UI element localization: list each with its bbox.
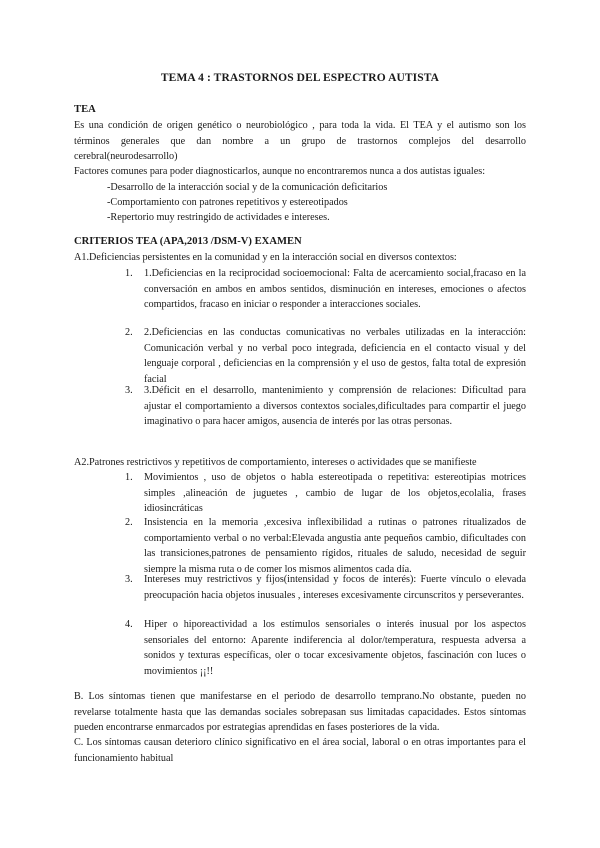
a1-item: 2.Deficiencias en las conductas comunicativas no verbales utilizadas en la interacción: Comunicación verbal y no verbal poco integrada, deficiencia en el contacto visual y del lenguaje corporal , deficiencias en la comprensión y el uso de gestos, falta total de expresión facial	[144, 327, 526, 385]
tea-factors-paragraph: Factores comunes para poder diagnosticarlos, aunque no encontraremos nunca a dos autistas iguales:	[74, 166, 486, 177]
tea-intro-paragraph: Es una condición de origen genético o neurobiológico , para toda la vida. El TEA y el autismo son los términos generales que dan nombre a un grupo de trastornos complejos del desarrollo cerebral(neurodesarrollo)	[74, 120, 526, 162]
a2-item: Insistencia en la memoria ,excesiva inflexibilidad a rutinas o patrones ritualizados de comportamiento verbal o no verbal:Elevada angustia ante pequeños cambio, dificultades con las transiciones,patrones de pensamiento rígidos, rituales de saludo, necesidad de seguir siempre la misma ruta o de comer los mismos alimentos cada día.	[144, 517, 526, 575]
criteria-heading: CRITERIOS TEA (APA,2013 /DSM-V) EXAMEN	[74, 236, 302, 247]
a1-item-number: 1.	[125, 268, 133, 279]
tea-bullet: -Repertorio muy restringido de actividades e intereses.	[107, 212, 330, 223]
tea-bullet: -Comportamiento con patrones repetitivos y estereotipados	[107, 197, 348, 208]
a2-item: Hiper o hiporeactividad a los estímulos sensoriales o interés inusual por los aspectos sensoriales del entorno: Aparente indiferencia al dolor/temperatura, respuesta adversa a sonidos y texturas específicas, oler o tocar excesivamente objetos, fascinación con luces o movimientos ¡¡!!	[144, 619, 526, 677]
a1-item-number: 2.	[125, 327, 133, 338]
a2-item-number: 4.	[125, 619, 133, 630]
a2-intro: A2.Patrones restrictivos y repetitivos de comportamiento, intereses o actividades que se manifieste	[74, 457, 477, 468]
a2-item-number: 2.	[125, 517, 133, 528]
a1-item-number: 3.	[125, 385, 133, 396]
a1-item: 3.Déficit en el desarrollo, mantenimiento y comprensión de relaciones: Dificultad para ajustar el comportamiento a diversos contextos sociales,dificultades para compartir el juego imaginativo o para hacer amigos, ausencia de interés por las otras personas.	[144, 385, 526, 427]
criterion-c-paragraph: C. Los síntomas causan deterioro clínico significativo en el área social, laboral o en otras importantes para el funcionamiento habitual	[74, 737, 526, 764]
tea-heading: TEA	[74, 104, 96, 115]
tea-bullet: -Desarrollo de la interacción social y de la comunicación deficitarios	[107, 182, 388, 193]
a1-intro: A1.Deficiencias persistentes en la comunidad y en la interacción social en diversos contextos:	[74, 252, 457, 263]
a1-item: 1.Deficiencias en la reciprocidad socioemocional: Falta de acercamiento social,fracaso en la conversación en ambos en ambos sentidos, disminución en intereses, emociones o afectos compartidos, fracaso en iniciar o responder a interacciones sociales.	[144, 268, 526, 310]
a2-item-number: 1.	[125, 472, 133, 483]
page-title: TEMA 4 : TRASTORNOS DEL ESPECTRO AUTISTA	[160, 72, 440, 84]
a2-item: Intereses muy restrictivos y fijos(intensidad y focos de interés): Fuerte vínculo o elevada preocupación hacia objetos inusuales , intereses excesivamente circunscritos y perseverantes.	[144, 574, 526, 601]
a2-item: Movimientos , uso de objetos o habla estereotipada o repetitiva: estereotipias motrices simples ,alineación de juguetes , cambio de lugar de los objetos,ecolalia, frases idiosincráticas	[144, 472, 526, 514]
criterion-b-paragraph: B. Los síntomas tienen que manifestarse en el periodo de desarrollo temprano.No obstante, pueden no revelarse totalmente hasta que las demandas sociales sobrepasan sus limitadas capacidades. Estos síntomas pueden encontrarse enmarcados por estrategias aprendidas en fases posteriores de la vida.	[74, 691, 526, 733]
a2-item-number: 3.	[125, 574, 133, 585]
